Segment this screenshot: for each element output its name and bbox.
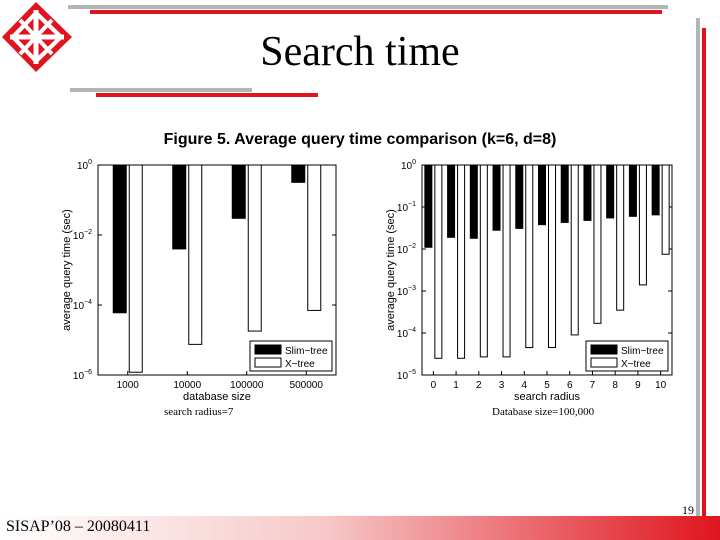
- legend-swatch-slim-tree: [591, 345, 617, 354]
- figure-title: Figure 5. Average query time comparison (k=6, d=8): [163, 131, 557, 148]
- x-tick-label: 6: [566, 380, 573, 391]
- bar-slim-tree: [629, 165, 636, 216]
- bar-slim-tree: [173, 165, 186, 249]
- caption-right: Database size=100,000: [492, 406, 595, 418]
- bar-slim-tree: [448, 165, 455, 237]
- bar-slim-tree: [470, 165, 477, 238]
- bar-x-tree: [435, 165, 442, 358]
- y-tick-label: $10^{-4}$: [396, 327, 416, 340]
- x-tick-label: 3: [498, 380, 505, 391]
- bar-slim-tree: [584, 165, 591, 220]
- x-tick-label: 0: [430, 380, 437, 391]
- slide-title: Search time: [260, 29, 460, 75]
- chart-left: [20, 150, 350, 412]
- y-tick-label: $10^{-5}$: [396, 369, 416, 382]
- bar-x-tree: [503, 165, 510, 357]
- legend-label-slim-tree: Slim−tree: [621, 346, 664, 357]
- bar-x-tree: [248, 165, 261, 331]
- bar-slim-tree: [539, 165, 546, 225]
- legend-swatch-x-tree: [255, 358, 281, 367]
- x-tick-label: 7: [589, 380, 596, 391]
- bar-x-tree: [129, 165, 142, 372]
- title-gray-underline: [70, 88, 252, 92]
- y-axis-label: average query time (sec): [385, 209, 397, 331]
- bar-slim-tree: [561, 165, 568, 222]
- x-tick-label: 8: [612, 380, 618, 391]
- x-tick-label: 500000: [289, 380, 323, 391]
- y-tick-label: $10^{-1}$: [396, 201, 416, 214]
- footer-text: SISAP’08 – 20080411: [6, 518, 151, 535]
- y-tick-label: $10^{-2}$: [396, 243, 416, 256]
- top-red-line: [90, 10, 662, 14]
- top-gray-line: [68, 5, 668, 9]
- bar-x-tree: [526, 165, 533, 348]
- bar-slim-tree: [516, 165, 523, 228]
- bar-x-tree: [189, 165, 202, 344]
- bar-slim-tree: [607, 165, 614, 218]
- bar-slim-tree: [113, 165, 126, 313]
- x-tick-label: 4: [521, 380, 528, 391]
- x-tick-label: 100000: [230, 380, 264, 391]
- right-gray-line: [696, 18, 700, 518]
- x-tick-label: 10: [655, 380, 667, 391]
- bar-x-tree: [458, 165, 465, 358]
- legend-label-slim-tree: Slim−tree: [285, 346, 328, 357]
- y-tick-label: $10^0$: [76, 159, 92, 172]
- x-tick-label: 1: [453, 380, 459, 391]
- y-tick-label: $10^{-4}$: [72, 299, 92, 312]
- bar-slim-tree: [652, 165, 659, 215]
- page-number: 19: [682, 503, 694, 517]
- legend-label-x-tree: X−tree: [285, 359, 315, 370]
- bar-x-tree: [571, 165, 578, 335]
- x-axis-label: database size: [183, 391, 251, 403]
- bar-slim-tree: [232, 165, 245, 218]
- x-tick-label: 5: [544, 380, 550, 391]
- y-tick-label: $10^{-6}$: [72, 369, 92, 382]
- legend-swatch-slim-tree: [255, 345, 281, 354]
- x-tick-label: 1000: [116, 380, 139, 391]
- caption-left: search radius=7: [164, 406, 234, 418]
- x-tick-label: 9: [635, 380, 641, 391]
- title-red-underline: [96, 93, 318, 97]
- x-tick-label: 2: [476, 380, 482, 391]
- bar-x-tree: [308, 165, 321, 310]
- y-tick-label: $10^{-3}$: [396, 285, 416, 298]
- bar-slim-tree: [425, 165, 432, 247]
- y-tick-label: $10^0$: [400, 159, 416, 172]
- x-tick-label: 10000: [173, 380, 202, 391]
- bar-x-tree: [594, 165, 601, 323]
- bar-x-tree: [549, 165, 556, 348]
- bar-x-tree: [480, 165, 487, 357]
- x-axis-label: search radius: [513, 391, 581, 403]
- y-tick-label: $10^{-2}$: [72, 229, 92, 242]
- legend-swatch-x-tree: [591, 358, 617, 367]
- chart-right: [362, 150, 680, 412]
- bar-slim-tree: [292, 165, 305, 182]
- y-axis-label: average query time (sec): [61, 209, 73, 331]
- bar-slim-tree: [493, 165, 500, 230]
- legend-label-x-tree: X−tree: [621, 359, 651, 370]
- bar-x-tree: [639, 165, 646, 285]
- bar-x-tree: [662, 165, 669, 254]
- bar-x-tree: [617, 165, 624, 310]
- right-red-line: [702, 28, 706, 518]
